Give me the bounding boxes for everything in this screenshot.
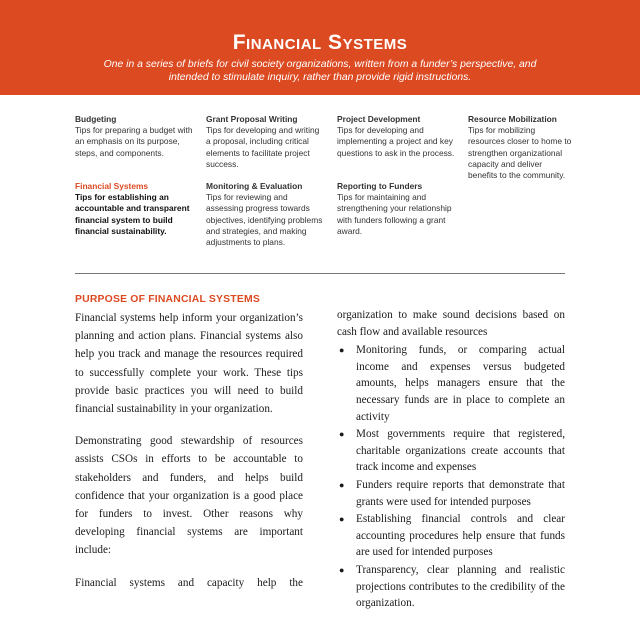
- brief-title: Resource Mobilization: [468, 114, 557, 124]
- brief-title: Project Development: [337, 114, 421, 124]
- brief-description: Tips for developing and implementing a project and key questions to ask in the process.: [337, 125, 455, 158]
- list-item: ● Monitoring funds, or comparing actual income and expenses versus budgeted amounts, helps managers ensure that the necessary funds are in place to complete an activity: [339, 344, 565, 423]
- bullet-icon: ●: [339, 514, 345, 525]
- paragraph-capacity-continued: organization to make sound decisions based on cash flow and available resources: [337, 309, 565, 338]
- page-subtitle: One in a series of briefs for civil society organizations, written from a funder’s perspective, and intended to stimulate inquiry, rather than provide rigid instructions.: [103, 59, 537, 83]
- brief-title: Grant Proposal Writing: [206, 114, 298, 124]
- brief-description: Tips for developing and writing a proposal, including critical elements to facilitate project success.: [206, 125, 320, 169]
- brief-title: Budgeting: [75, 114, 117, 124]
- page-title: Financial Systems: [232, 31, 408, 54]
- brief-description: Tips for reviewing and assessing progress towards objectives, identifying problems and strategies, and making adjustments to plans.: [206, 192, 323, 248]
- list-item: ● Funders require reports that demonstrate that grants were used for intended purposes: [339, 478, 565, 508]
- brief-grant-proposal-writing: [206, 114, 324, 170]
- brief-description: Tips for maintaining and strengthening your relationship with funders following a grant award.: [337, 192, 452, 236]
- section-title: PURPOSE OF FINANCIAL SYSTEMS: [75, 294, 260, 305]
- header-banner: [0, 0, 640, 95]
- brief-title: Financial Systems: [75, 181, 149, 191]
- bullet-icon: ●: [339, 564, 345, 575]
- list-item: ● Most governments require that registered, charitable organizations create accounts that track income and expenses: [339, 428, 565, 474]
- brief-title: Monitoring & Evaluation: [206, 181, 303, 191]
- list-item: ● Transparency, clear planning and realistic projections contributes to the credibility of the organization.: [339, 563, 565, 610]
- paragraph-capacity-start: Financial systems and capacity help the: [75, 576, 303, 589]
- list-item: ● Establishing financial controls and clear accounting procedures help ensure that funds are used for intended purposes: [339, 513, 565, 559]
- bullet-icon: ●: [339, 479, 345, 490]
- body-column-left: [75, 293, 303, 606]
- brief-budgeting: [75, 114, 193, 159]
- brief-description: Tips for mobilizing resources closer to home to strengthen organizational capacity and deliver benefits to the community.: [468, 125, 572, 181]
- bullet-icon: ●: [339, 345, 345, 356]
- paragraph-stewardship: Demonstrating good stewardship of resources assists CSOs in efforts to be accountable to stakeholders and funders, and helps build confidence that your organization is a good place for funders to invest. Other reasons why developing financial systems are important include:: [75, 435, 303, 557]
- brief-description: Tips for establishing an accountable and transparent financial system to build financial sustainability.: [75, 192, 190, 236]
- body-column-right: [337, 307, 565, 613]
- brief-financial-systems: [75, 181, 193, 237]
- paragraph-purpose: Financial systems help inform your organization’s planning and action plans. Financial systems also help you track and manage the resources required to successfully complete your work. These tips provide basic practices you will need to build financial sustainability in your organization.: [75, 312, 303, 416]
- brief-project-development: [337, 114, 455, 159]
- bullet-icon: ●: [339, 429, 345, 440]
- brief-monitoring-evaluation: [206, 181, 324, 248]
- divider: [75, 273, 565, 274]
- brief-resource-mobilization: [468, 114, 572, 181]
- reasons-list: [337, 342, 565, 612]
- brief-description: Tips for preparing a budget with an emphasis on its purpose, steps, and components.: [75, 125, 193, 158]
- brief-title: Reporting to Funders: [337, 181, 423, 191]
- brief-reporting-to-funders: [337, 181, 455, 237]
